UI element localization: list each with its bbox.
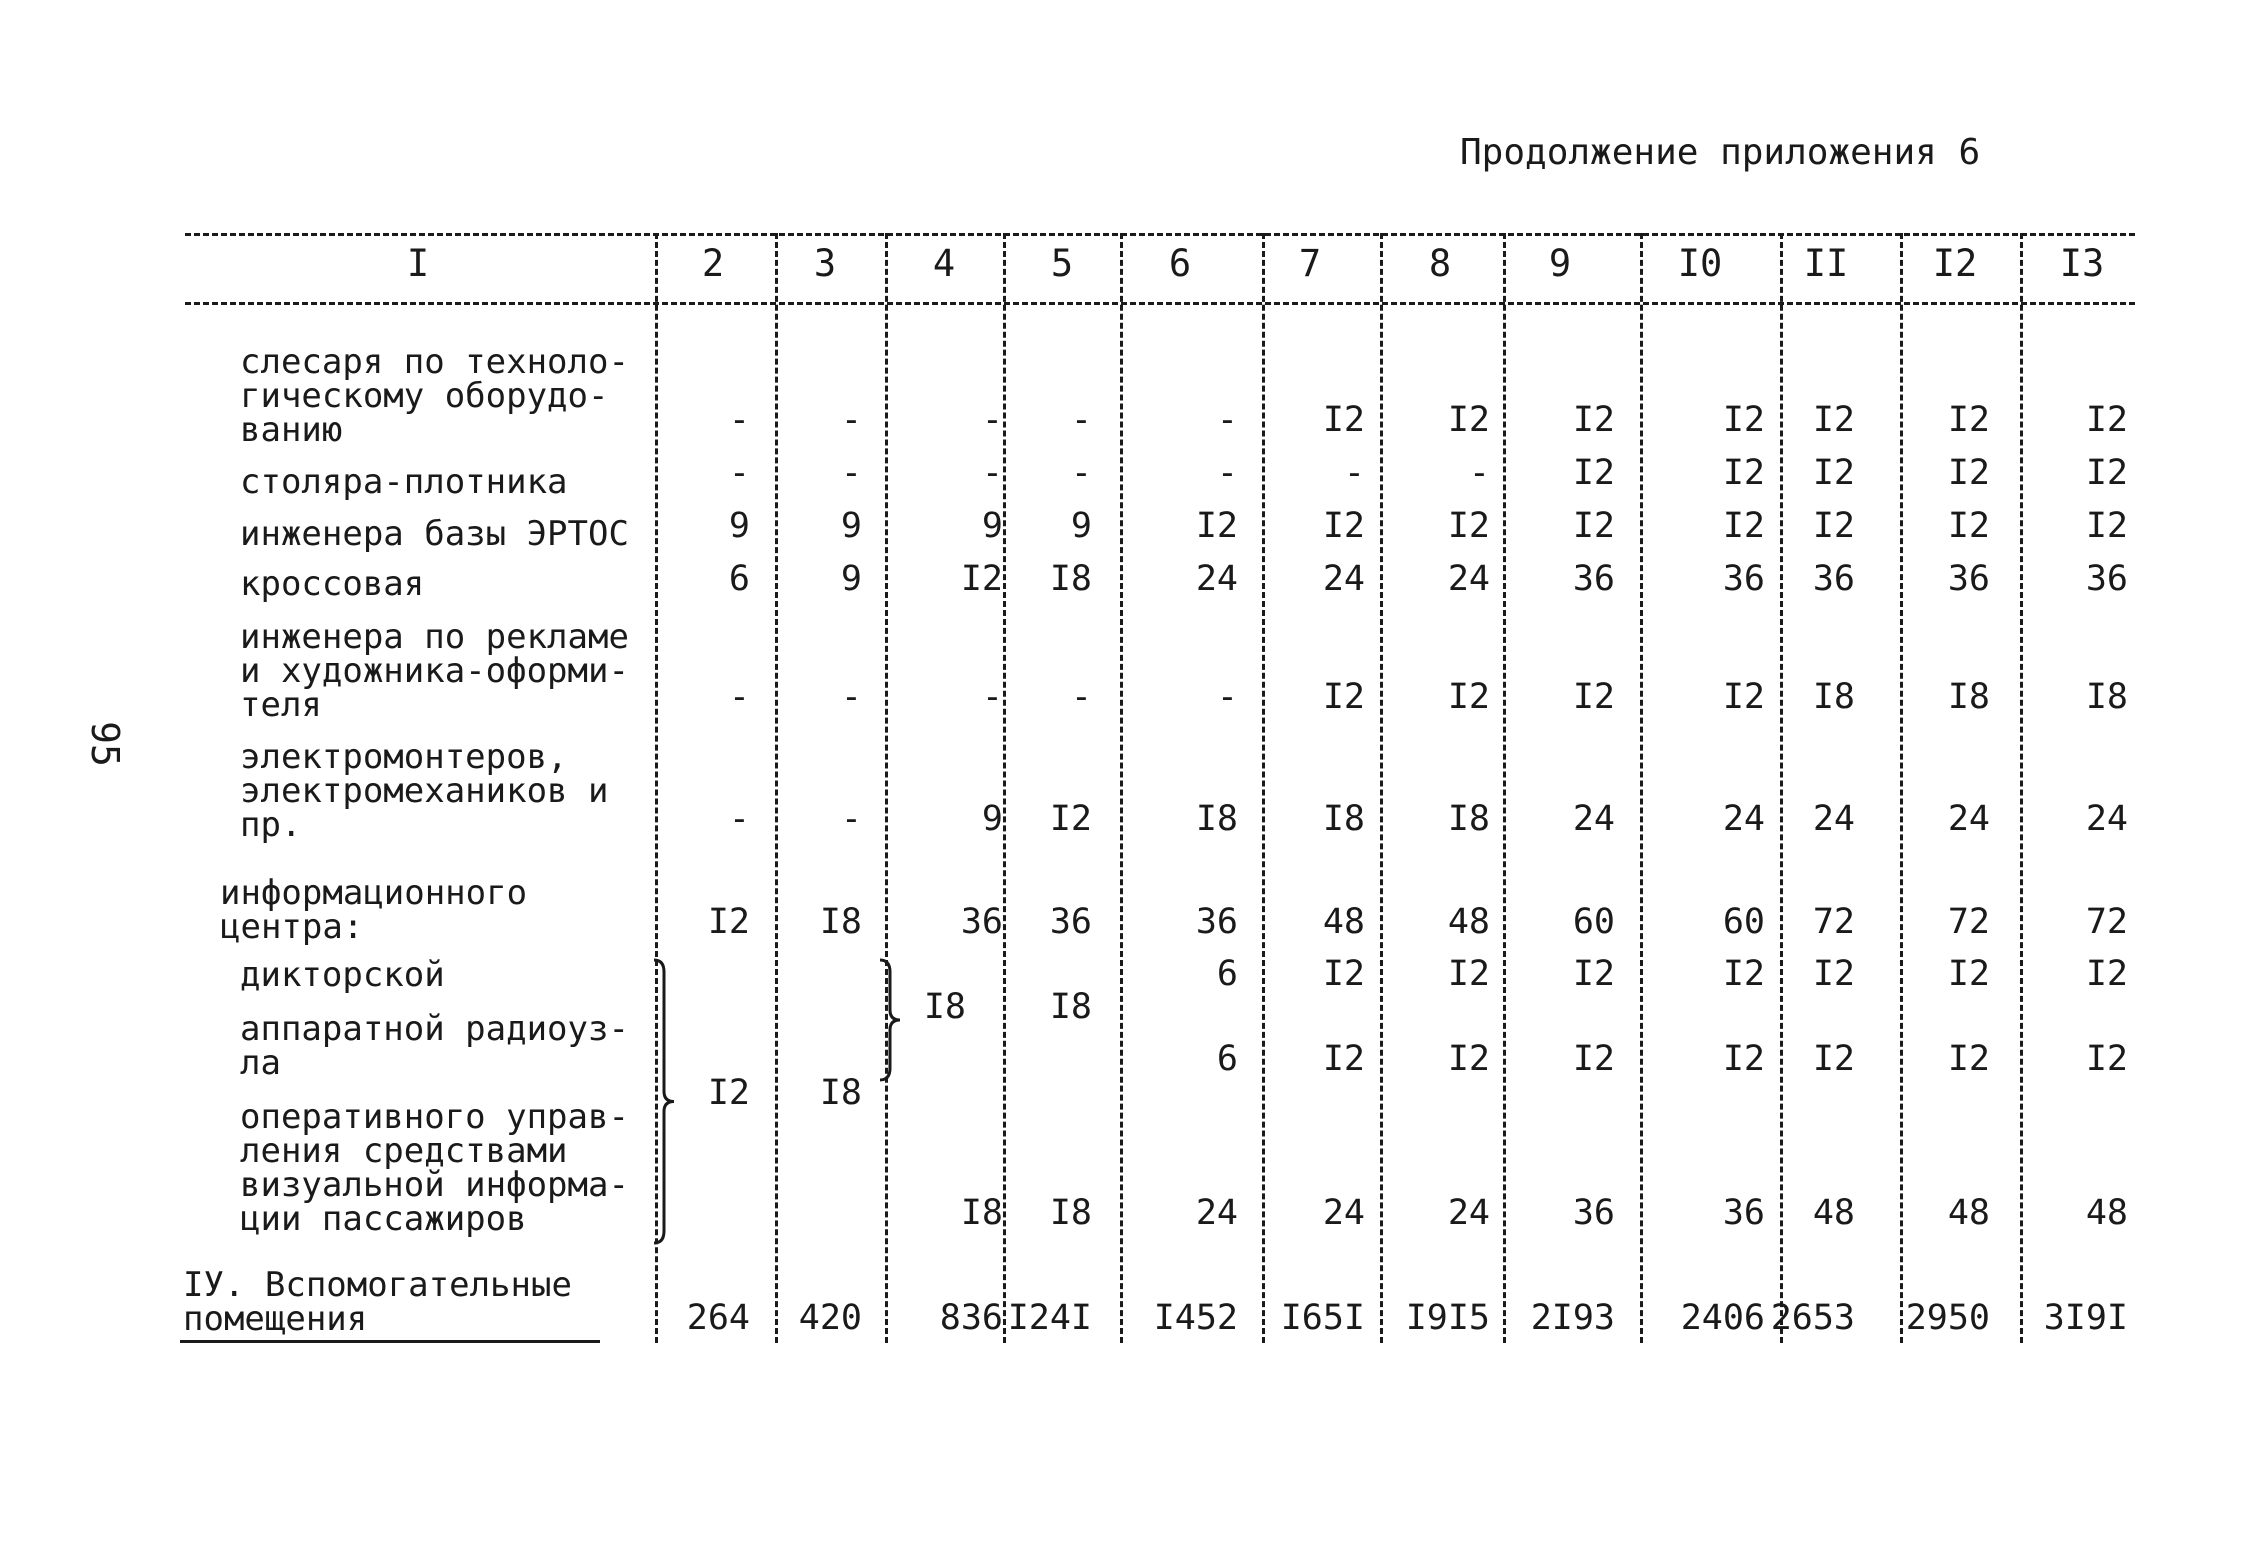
table-cell: 24: [1322, 559, 1365, 599]
table-cell: -: [1070, 400, 1092, 440]
table-cell: I2: [1572, 453, 1615, 493]
table-cell: I2: [960, 559, 1003, 599]
table-cell: -: [981, 400, 1003, 440]
table-cell: 6: [728, 559, 750, 599]
row-label: электромонтеров, электромехаников и пр.: [240, 737, 609, 845]
table-cell: I2: [1812, 400, 1855, 440]
page-heading: Продолжение приложения 6: [1460, 132, 1981, 173]
table-cell: -: [728, 400, 750, 440]
row-label: слесаря по техноло- гическому оборудо- ванию: [240, 342, 629, 450]
table-cell: 2I93: [1530, 1298, 1615, 1338]
table-cell: 420: [798, 1298, 862, 1338]
table-cell: I2: [1947, 954, 1990, 994]
table-cell: I8: [2085, 677, 2128, 717]
row-label: информационного центра:: [220, 873, 528, 947]
table-cell: I2: [2085, 453, 2128, 493]
table-cell: -: [1468, 453, 1490, 493]
table-cell: 9: [840, 559, 862, 599]
table-cell: I2: [707, 902, 750, 942]
table-cell: 24: [1947, 799, 1990, 839]
middle-brace: [876, 958, 906, 1082]
table-cell: I8: [819, 902, 862, 942]
table-cell: I2: [1722, 1039, 1765, 1079]
table-cell: 36: [1947, 559, 1990, 599]
table-cell: 36: [1812, 559, 1855, 599]
column-header: I0: [1677, 242, 1723, 285]
table-cell: I2: [1322, 400, 1365, 440]
table-cell: I24I: [1007, 1298, 1092, 1338]
table-cell: 3I9I: [2043, 1298, 2128, 1338]
table-cell: I2: [1722, 453, 1765, 493]
row-label: инженера базы ЭРТОС: [240, 514, 629, 554]
table-cell: I2: [1812, 954, 1855, 994]
table-cell: I2: [1947, 400, 1990, 440]
table-cell: -: [981, 453, 1003, 493]
table-cell: I8: [1049, 559, 1092, 599]
column-header: I2: [1932, 242, 1978, 285]
table-cell: I2: [1447, 677, 1490, 717]
row-label: кроссовая: [240, 564, 425, 604]
table-cell: I2: [1572, 506, 1615, 546]
table-cell: 48: [2085, 1193, 2128, 1233]
left-brace: [650, 958, 680, 1245]
row-label: аппаратной радиоуз- ла: [240, 1009, 629, 1083]
column-divider: [1780, 233, 1783, 1343]
table-cell: 36: [1722, 559, 1765, 599]
table-cell: 9: [840, 506, 862, 546]
table-cell: I2: [1447, 954, 1490, 994]
table-cell: -: [981, 677, 1003, 717]
table-cell: I2: [1322, 506, 1365, 546]
row-label: оперативного управ- ления средствами визуальной информа- ции пассажиров: [240, 1097, 629, 1239]
label-underline: [180, 1340, 600, 1343]
merged-value: I8: [1049, 987, 1092, 1027]
table-cell: 24: [2085, 799, 2128, 839]
table-cell: -: [728, 677, 750, 717]
table-cell: I2: [1572, 400, 1615, 440]
column-divider: [1503, 233, 1506, 1343]
table-cell: -: [1070, 453, 1092, 493]
table-cell: 9: [981, 799, 1003, 839]
table-cell: 6: [1216, 1039, 1238, 1079]
table-cell: 836: [939, 1298, 1003, 1338]
table-cell: 60: [1572, 902, 1615, 942]
table-cell: 36: [1572, 559, 1615, 599]
column-divider: [1262, 233, 1265, 1343]
table-cell: -: [1216, 453, 1238, 493]
table-cell: I2: [1322, 677, 1365, 717]
table-cell: 72: [2085, 902, 2128, 942]
column-divider: [1900, 233, 1903, 1343]
table-cell: I9I5: [1405, 1298, 1490, 1338]
table-cell: 24: [1195, 559, 1238, 599]
merged-value: I2: [707, 1073, 750, 1113]
table-cell: 60: [1722, 902, 1765, 942]
table-cell: I2: [2085, 506, 2128, 546]
section-total-label: IУ. Вспомогательные помещения: [183, 1265, 572, 1339]
table-cell: I2: [1812, 1039, 1855, 1079]
column-divider: [1003, 233, 1006, 1343]
table-cell: -: [1343, 453, 1365, 493]
table-cell: I8: [1812, 677, 1855, 717]
table-cell: I8: [1195, 799, 1238, 839]
table-cell: 36: [2085, 559, 2128, 599]
table-cell: -: [840, 453, 862, 493]
table-cell: 24: [1722, 799, 1765, 839]
column-header: I3: [2059, 242, 2105, 285]
table-cell: I2: [1049, 799, 1092, 839]
table-cell: 72: [1812, 902, 1855, 942]
table-cell: 36: [1195, 902, 1238, 942]
table-cell: 48: [1812, 1193, 1855, 1233]
table-cell: 264: [686, 1298, 750, 1338]
table-cell: I2: [1722, 954, 1765, 994]
table-cell: I8: [1322, 799, 1365, 839]
table-cell: I2: [1947, 453, 1990, 493]
table-cell: I2: [1447, 400, 1490, 440]
table-cell: 48: [1947, 1193, 1990, 1233]
table-cell: I2: [1572, 1039, 1615, 1079]
table-cell: I2: [1812, 453, 1855, 493]
table-cell: I452: [1153, 1298, 1238, 1338]
row-label: дикторской: [240, 955, 445, 995]
column-header: 7: [1298, 242, 1322, 285]
row-label: инженера по рекламе и художника-оформи- теля: [240, 617, 629, 725]
table-cell: I2: [1572, 954, 1615, 994]
table-cell: 24: [1447, 1193, 1490, 1233]
table-cell: 9: [1070, 506, 1092, 546]
column-header: 3: [813, 242, 837, 285]
column-divider: [1640, 233, 1643, 1343]
table-cell: 2653: [1770, 1298, 1855, 1338]
column-header: 8: [1428, 242, 1452, 285]
table-cell: I2: [2085, 954, 2128, 994]
column-divider: [775, 233, 778, 1343]
table-cell: 24: [1322, 1193, 1365, 1233]
table-cell: 6: [1216, 954, 1238, 994]
table-cell: 24: [1447, 559, 1490, 599]
table-cell: -: [728, 799, 750, 839]
table-cell: I2: [2085, 400, 2128, 440]
table-cell: -: [840, 799, 862, 839]
merged-value: I8: [819, 1073, 862, 1113]
table-cell: -: [840, 677, 862, 717]
table-cell: 2406: [1680, 1298, 1765, 1338]
table-cell: -: [1216, 400, 1238, 440]
table-cell: -: [1070, 677, 1092, 717]
table-cell: 9: [728, 506, 750, 546]
column-header: 5: [1050, 242, 1074, 285]
table-cell: -: [840, 400, 862, 440]
column-header: 2: [701, 242, 725, 285]
column-divider: [1380, 233, 1383, 1343]
table-cell: 36: [1049, 902, 1092, 942]
column-header: II: [1803, 242, 1849, 285]
table-cell: I2: [1572, 677, 1615, 717]
column-header: 6: [1168, 242, 1192, 285]
table-cell: I2: [1447, 506, 1490, 546]
table-cell: 48: [1322, 902, 1365, 942]
table-cell: 36: [1722, 1193, 1765, 1233]
table-top-rule: [185, 233, 2135, 236]
column-header: I: [406, 242, 430, 285]
table-cell: 36: [1572, 1193, 1615, 1233]
column-divider: [1120, 233, 1123, 1343]
table-cell: 2950: [1905, 1298, 1990, 1338]
table-cell: I2: [1812, 506, 1855, 546]
table-cell: I2: [1322, 1039, 1365, 1079]
table-cell: -: [1216, 677, 1238, 717]
table-cell: I8: [1049, 1193, 1092, 1233]
column-header: 4: [932, 242, 956, 285]
column-divider: [2020, 233, 2023, 1343]
table-cell: 24: [1572, 799, 1615, 839]
table-cell: 9: [981, 506, 1003, 546]
table-cell: 24: [1195, 1193, 1238, 1233]
table-cell: I2: [1722, 400, 1765, 440]
table-cell: I2: [1947, 1039, 1990, 1079]
table-cell: 72: [1947, 902, 1990, 942]
column-header: 9: [1548, 242, 1572, 285]
merged-value: I8: [923, 987, 966, 1027]
column-divider: [885, 233, 888, 1343]
table-cell: I2: [1947, 506, 1990, 546]
table-cell: 24: [1812, 799, 1855, 839]
row-label: столяра-плотника: [240, 462, 568, 502]
table-cell: I2: [1722, 506, 1765, 546]
table-cell: 36: [960, 902, 1003, 942]
table-cell: -: [728, 453, 750, 493]
page-number: 95: [82, 721, 127, 767]
table-cell: I8: [1447, 799, 1490, 839]
table-cell: I2: [1322, 954, 1365, 994]
table-cell: I2: [1447, 1039, 1490, 1079]
table-cell: I2: [1195, 506, 1238, 546]
table-cell: I65I: [1280, 1298, 1365, 1338]
table-cell: I8: [1947, 677, 1990, 717]
table-header-rule: [185, 302, 2135, 305]
table-cell: I2: [1722, 677, 1765, 717]
table-cell: I8: [960, 1193, 1003, 1233]
table-cell: 48: [1447, 902, 1490, 942]
table-cell: I2: [2085, 1039, 2128, 1079]
